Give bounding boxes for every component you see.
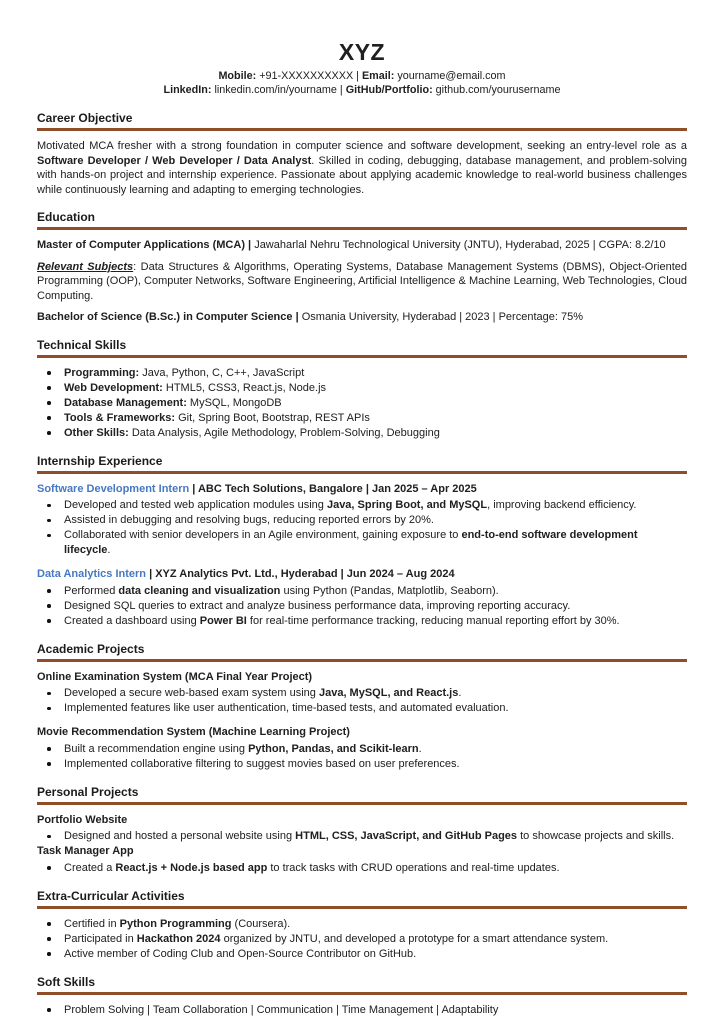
text-segment: github.com/yourusername <box>432 84 561 96</box>
academic-project-2-list <box>37 742 687 772</box>
text-segment: Participated in <box>64 932 137 945</box>
text-segment: Designed SQL queries to extract and analyze business performance data, improving reporting accuracy. <box>64 599 571 612</box>
text-segment: yourname@email.com <box>394 70 506 82</box>
text-segment: Portfolio Website <box>37 813 128 826</box>
resume-header <box>37 40 687 97</box>
internship-role-2 <box>37 567 687 629</box>
text-segment: to showcase projects and skills. <box>517 830 675 842</box>
text-segment: | XYZ Analytics Pvt. Ltd., Hyderabad | Jun 2024 – Aug 2024 <box>146 568 455 580</box>
text-segment: to track tasks with CRUD operations and real-time updates. <box>267 861 560 874</box>
personal-project-2-title <box>37 844 687 859</box>
text-segment: +91-XXXXXXXXXX | <box>256 70 362 82</box>
education-bsc-line <box>37 310 687 325</box>
bullet-item <box>37 498 687 513</box>
section-academic-projects <box>37 642 687 772</box>
section-soft-skills <box>37 975 687 1018</box>
section-career-objective <box>37 111 687 197</box>
bullet-item <box>37 701 687 716</box>
text-segment: Created a <box>64 861 116 874</box>
section-extra-curricular <box>37 889 687 962</box>
text-segment: Problem Solving | Team Collaboration | Communication | Time Management | Adaptability <box>64 1003 499 1016</box>
candidate-name: XYZ <box>338 39 386 65</box>
text-segment: Task Manager App <box>37 845 134 857</box>
internship-heading: Internship Experience <box>37 454 687 474</box>
text-segment: Collaborated with senior developers in an Agile environment, gaining exposure to <box>64 529 462 541</box>
text-segment: for real-time performance tracking, reducing manual reporting effort by 30%. <box>246 614 620 627</box>
text-segment: Data Analysis, Agile Methodology, Problem-Solving, Debugging <box>128 426 440 439</box>
bullet-item <box>37 947 687 962</box>
extra-curricular-list <box>37 917 687 962</box>
internship-role-1 <box>37 482 687 559</box>
text-segment: Hackathon 2024 <box>136 932 221 945</box>
bullet-item <box>37 686 687 701</box>
text-segment: Software Developer / Web Developer / Data Analyst <box>37 154 312 167</box>
bullet-item <box>37 1003 687 1018</box>
technical-skills-heading: Technical Skills <box>37 338 687 358</box>
contact-line-linkedin-github <box>37 83 687 97</box>
text-segment: Software Development Intern <box>37 482 190 495</box>
text-segment: Osmania University, Hyderabad | 2023 | Percentage: 75% <box>301 311 583 323</box>
education-mca-line <box>37 238 687 253</box>
personal-project-1-list <box>37 829 687 844</box>
bullet-item <box>37 584 687 599</box>
text-segment: , improving backend efficiency. <box>487 499 637 511</box>
contact-line-mobile-email <box>37 69 687 83</box>
text-segment: . Skilled in coding, debugging, database management, and problem-solving with hands-on project and internship experience. Passionate about applying academic knowledge to real-world business challenges while continuously learning and adapting to emerging technologies. <box>37 154 688 196</box>
text-segment: Data Analytics Intern <box>37 568 147 580</box>
text-segment: linkedin.com/in/yourname | <box>211 84 346 96</box>
text-segment: Performed <box>64 584 119 597</box>
bullet-item <box>37 861 687 876</box>
text-segment: Online Examination System (MCA Final Year Project) <box>37 670 313 683</box>
text-segment: Movie Recommendation System (Machine Learning Project) <box>37 726 350 738</box>
text-segment: Master of Computer Applications (MCA) | <box>37 239 255 251</box>
text-segment: : Data Structures & Algorithms, Operating Systems, Database Management Systems (DBMS), Object-Oriented Programming (OOP), Computer Networks, Software Engineering, Artificial Intelligence & Machine Learning, Web Technologies, Cloud Computing. <box>37 260 687 302</box>
text-segment: Developed a secure web-based exam system using <box>64 687 319 699</box>
text-segment: | ABC Tech Solutions, Bangalore | Jan 2025 – Apr 2025 <box>189 482 477 495</box>
internship-role-2-list <box>37 584 687 629</box>
text-segment: HTML5, CSS3, React.js, Node.js <box>162 381 327 394</box>
internship-role-1-title <box>37 482 687 497</box>
text-segment: GitHub/Portfolio: <box>345 84 433 96</box>
text-segment: Web Development: <box>64 381 163 394</box>
bullet-item <box>37 528 687 558</box>
text-segment: Database Management: <box>64 396 187 409</box>
academic-project-2 <box>37 725 687 772</box>
career-objective-paragraph <box>37 139 687 197</box>
internship-role-1-list <box>37 498 687 558</box>
bullet-item <box>37 411 687 426</box>
personal-projects-heading: Personal Projects <box>37 785 687 805</box>
text-segment: Implemented features like user authentication, time-based tests, and automated evaluation. <box>64 702 509 714</box>
text-segment: LinkedIn: <box>163 84 212 96</box>
bullet-item <box>37 381 687 396</box>
academic-project-1-list <box>37 686 687 716</box>
text-segment: Java, Spring Boot, and MySQL <box>326 499 488 511</box>
soft-skills-list <box>37 1003 687 1018</box>
text-segment: Created a dashboard using <box>64 614 200 627</box>
text-segment: Python, Pandas, and Scikit-learn <box>248 742 419 755</box>
text-segment: Java, Python, C, C++, JavaScript <box>139 366 305 379</box>
text-segment: Implemented collaborative filtering to suggest movies based on user preferences. <box>64 757 460 770</box>
bullet-item <box>37 513 687 528</box>
section-technical-skills <box>37 338 687 441</box>
text-segment: Active member of Coding Club and Open-Source Contributor on GitHub. <box>64 947 417 960</box>
text-segment: Power BI <box>199 614 247 627</box>
section-internship-experience <box>37 454 687 629</box>
bullet-item <box>37 917 687 932</box>
text-segment: Built a recommendation engine using <box>64 742 249 755</box>
education-heading: Education <box>37 210 687 230</box>
technical-skills-list <box>37 366 687 441</box>
education-relevant-subjects <box>37 260 687 304</box>
text-segment: MySQL, MongoDB <box>186 396 282 409</box>
bullet-item <box>37 829 687 844</box>
text-segment: . <box>458 687 462 699</box>
bullet-item <box>37 742 687 757</box>
text-segment: data cleaning and visualization <box>118 584 281 597</box>
academic-project-1-title <box>37 670 687 685</box>
text-segment: Jawaharlal Nehru Technological University (JNTU), Hyderabad, 2025 | CGPA: 8.2/10 <box>254 239 666 251</box>
bullet-item <box>37 599 687 614</box>
text-segment: (Coursera). <box>231 917 291 930</box>
academic-project-1 <box>37 670 687 717</box>
personal-project-2-list <box>37 861 687 876</box>
personal-project-2 <box>37 844 687 876</box>
text-segment: . <box>107 544 111 556</box>
text-segment: Relevant Subjects <box>37 260 134 273</box>
personal-project-1-title <box>37 813 687 828</box>
text-segment: Programming: <box>64 366 140 379</box>
text-segment: Developed and tested web application modules using <box>64 499 327 511</box>
text-segment: Mobile: <box>218 70 257 82</box>
bullet-item <box>37 614 687 629</box>
career-objective-heading: Career Objective <box>37 111 687 131</box>
academic-project-2-title <box>37 725 687 740</box>
extra-curricular-heading: Extra-Curricular Activities <box>37 889 687 909</box>
text-segment: Java, MySQL, and React.js <box>318 687 459 699</box>
personal-project-1 <box>37 813 687 845</box>
text-segment: Email: <box>361 70 395 82</box>
bullet-item <box>37 757 687 772</box>
text-segment: Python Programming <box>119 917 232 930</box>
text-segment: Bachelor of Science (B.Sc.) in Computer Science | <box>37 311 302 323</box>
academic-projects-heading: Academic Projects <box>37 642 687 662</box>
text-segment: HTML, CSS, JavaScript, and GitHub Pages <box>295 830 518 842</box>
bullet-item <box>37 426 687 441</box>
text-segment: . <box>418 742 422 755</box>
internship-role-2-title <box>37 567 687 582</box>
text-segment: Assisted in debugging and resolving bugs, reducing reported errors by 20%. <box>64 514 434 526</box>
text-segment: end-to-end software development lifecycle <box>64 529 638 556</box>
text-segment: React.js + Node.js based app <box>115 861 268 874</box>
text-segment: Other Skills: <box>64 426 129 439</box>
bullet-item <box>37 366 687 381</box>
text-segment: Designed and hosted a personal website using <box>64 830 296 842</box>
text-segment: using Python (Pandas, Matplotlib, Seaborn). <box>280 584 499 597</box>
text-segment: Tools & Frameworks: <box>64 411 176 424</box>
text-segment: organized by JNTU, and developed a prototype for a smart attendance system. <box>220 932 609 945</box>
soft-skills-heading: Soft Skills <box>37 975 687 995</box>
text-segment: Git, Spring Boot, Bootstrap, REST APIs <box>175 411 370 424</box>
section-personal-projects <box>37 785 687 876</box>
bullet-item <box>37 932 687 947</box>
text-segment: Certified in <box>64 917 120 930</box>
bullet-item <box>37 396 687 411</box>
text-segment: Motivated MCA fresher with a strong foundation in computer science and software development, seeking an entry-level role as a <box>37 140 687 152</box>
section-education <box>37 210 687 325</box>
